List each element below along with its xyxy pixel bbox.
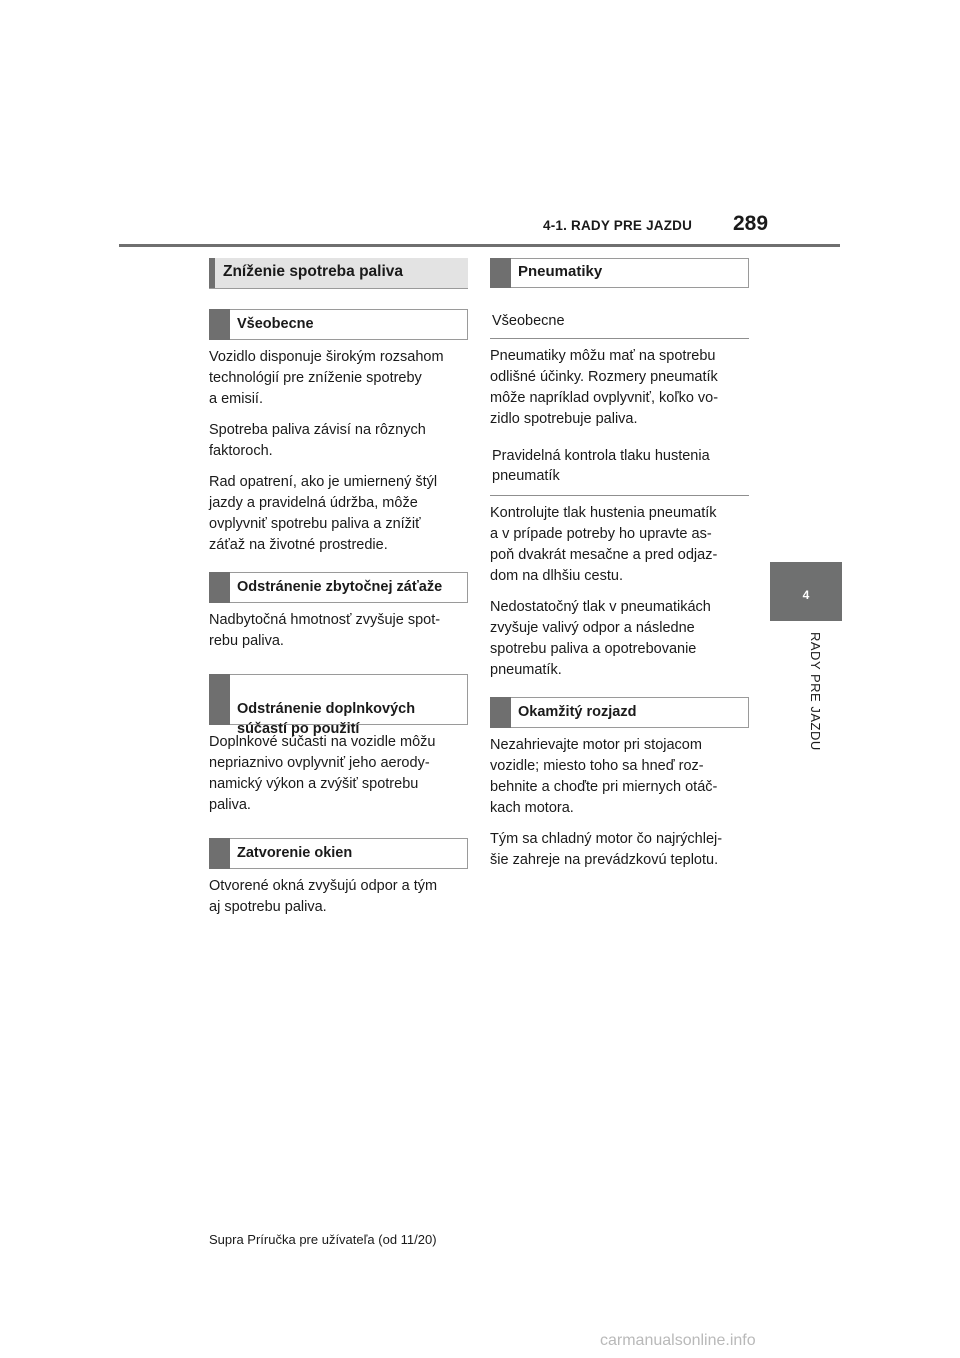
left-column	[209, 258, 468, 928]
footer-text: Supra Príručka pre užívateľa (od 11/20)	[209, 1232, 437, 1247]
subsection-heading: Pravidelná kontrola tlaku hustenia pneumatík	[490, 446, 749, 496]
subsection-heading: Odstránenie doplnkových súčastí po použití	[209, 674, 468, 725]
paragraph: Nezahrievajte motor pri stojacom vozidle; miesto toho sa hneď roz- behnite a choďte pri miernych otáč- kach motora.	[490, 737, 718, 816]
watermark: carmanualsonline.info	[600, 1332, 756, 1349]
subsection-heading: Všeobecne	[490, 308, 749, 339]
right-column	[490, 258, 749, 881]
section-title: Zníženie spotreba paliva	[209, 258, 468, 289]
paragraph: Rad opatrení, ako je umiernený štýl jazdy a pravidelná údržba, môže ovplyvniť spotrebu paliva a znížiť záťaž na životné prostredie.	[209, 474, 438, 553]
subsection-heading: Okamžitý rozjazd	[490, 697, 749, 728]
paragraph: Nedostatočný tlak v pneumatikách zvyšuje valivý odpor a následne spotrebu paliva a opotrebovanie pneumatík.	[490, 599, 711, 678]
subsection-heading: Odstránenie zbytočnej záťaže	[209, 572, 468, 603]
subsection-heading: Zatvorenie okien	[209, 838, 468, 869]
subsection-heading: Všeobecne	[209, 309, 468, 340]
paragraph: Otvorené okná zvyšujú odpor a tým aj spotrebu paliva.	[209, 878, 438, 915]
chapter-tab-label: RADY PRE JAZDU	[808, 632, 823, 751]
paragraph: Kontrolujte tlak hustenia pneumatík a v prípade potreby ho upravte as- poň dvakrát mesačne a pred odjaz- dom na dlhšiu cestu.	[490, 505, 718, 584]
paragraph: Spotreba paliva závisí na rôznych faktoroch.	[209, 422, 426, 459]
chapter-tab[interactable]: 4	[770, 562, 842, 621]
page-number: 289	[733, 212, 769, 235]
paragraph: Pneumatiky môžu mať na spotrebu odlišné účinky. Rozmery pneumatík môže napríklad ovplyvniť, koľko vo- zidlo spotrebuje paliva.	[490, 348, 719, 427]
paragraph: Vozidlo disponuje širokým rozsahom technológií pre zníženie spotreby a emisií.	[209, 349, 444, 407]
section-title: Pneumatiky	[490, 258, 749, 288]
paragraph: Doplnkové súčasti na vozidle môžu nepriaznivo ovplyvniť jeho aerody- namický výkon a zvýšiť spotrebu paliva.	[209, 734, 436, 813]
header-chapter: 4-1. RADY PRE JAZDU	[543, 218, 693, 233]
header-divider	[119, 244, 840, 247]
paragraph: Nadbytočná hmotnosť zvyšuje spot- rebu paliva.	[209, 612, 441, 649]
paragraph: Tým sa chladný motor čo najrýchlej- šie zahreje na prevádzkovú teplotu.	[490, 831, 723, 868]
